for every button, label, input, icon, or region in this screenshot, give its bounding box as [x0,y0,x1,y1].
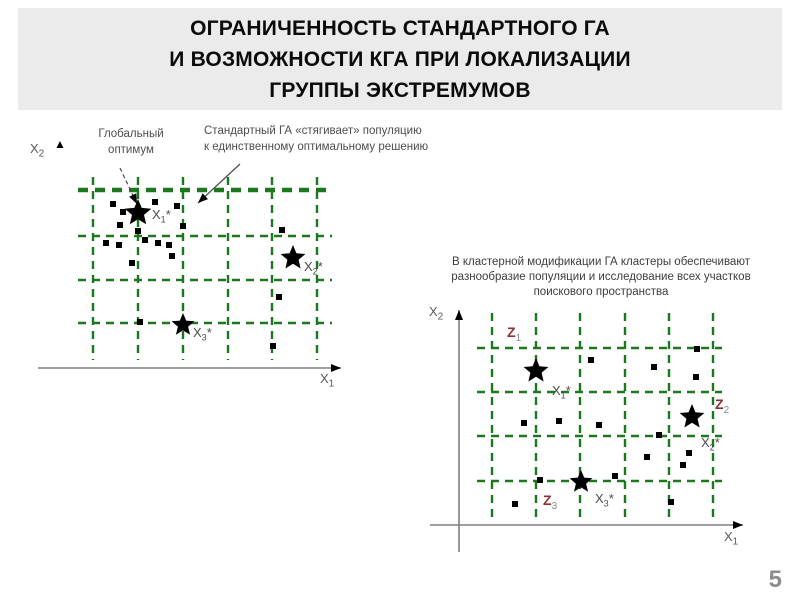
population-point [668,499,674,505]
population-point [120,209,126,215]
callout-line: к единственному оптимальному решению [204,141,429,153]
right-diagram-svg [425,300,800,562]
callout-line: Стандартный ГА «стягивает» популяцию [204,125,422,137]
right-y-axis-label: $X_2$ [429,304,444,323]
extremum-label-x2: $X_2*$ [304,259,323,277]
population-point [693,374,699,380]
title-line-2: И ВОЗМОЖНОСТИ КГА ПРИ ЛОКАЛИЗАЦИИ [169,47,631,71]
population-point [129,260,135,266]
population-point [694,346,700,352]
callout-line: Глобальный [98,128,164,140]
population-point [651,364,657,370]
extremum-label-x1: $X_1*$ [152,207,171,225]
population-point [270,343,276,349]
right-diagram [425,300,800,562]
global-optimum-callout [85,126,177,158]
extremum-star [680,404,705,428]
population-point [596,422,602,428]
population-point [155,240,161,246]
extremum-star [281,245,306,269]
cluster-label-z3: $Z_3$ [543,492,558,512]
population-point [537,477,543,483]
population-point [276,294,282,300]
right-x-axis-label: $X_1$ [724,529,739,548]
caption-line: разнообразие популяции и исследование всех участков [451,271,751,283]
y-axis-arrowhead-icon: ▲ [54,137,66,151]
arrowhead-icon [455,310,463,320]
extremum-label-x3: $X_3*$ [193,325,212,343]
population-point [166,242,172,248]
extremum-star [524,358,549,382]
population-point [279,227,285,233]
title-line-1: ОГРАНИЧЕННОСТЬ СТАНДАРТНОГО ГА [190,16,610,40]
slide-title [18,8,782,110]
cluster-label-z2: $Z_2$ [715,396,730,416]
left-diagram-svg [28,118,398,398]
population-point [612,473,618,479]
population-point [644,454,650,460]
title-line-3: ГРУППЫ ЭКСТРЕМУМОВ [269,78,531,102]
cluster-ga-caption [426,255,776,300]
population-point [556,418,562,424]
population-point [180,223,186,229]
extremum-label-x1: $X_1*$ [552,383,571,401]
caption-line: В кластерной модификации ГА кластеры обеспечивают [452,256,750,268]
left-y-axis-label: $X_2$ [30,141,45,160]
population-point [512,501,518,507]
population-point [656,432,662,438]
population-point [174,203,180,209]
cluster-label-z1: $Z_1$ [507,324,522,344]
population-point [152,199,158,205]
left-x-axis-label: $X_1$ [320,371,335,390]
population-point [137,319,143,325]
caption-line: поискового пространства [533,286,669,298]
standard-ga-callout [204,123,428,155]
population-point [117,222,123,228]
population-point [116,242,122,248]
arrowhead-icon [733,521,743,529]
population-point [588,357,594,363]
left-diagram [28,118,429,398]
extremum-label-x2: $X_2*$ [701,435,720,453]
population-point [135,228,141,234]
arrowhead-icon [129,193,137,204]
population-point [521,420,527,426]
population-point [169,253,175,259]
population-point [680,462,686,468]
population-point [142,237,148,243]
population-point [686,450,692,456]
extremum-label-x3: $X_3*$ [595,491,614,509]
page-number: 5 [768,566,782,593]
population-point [103,240,109,246]
population-point [110,201,116,207]
callout-line: оптимум [108,144,154,156]
